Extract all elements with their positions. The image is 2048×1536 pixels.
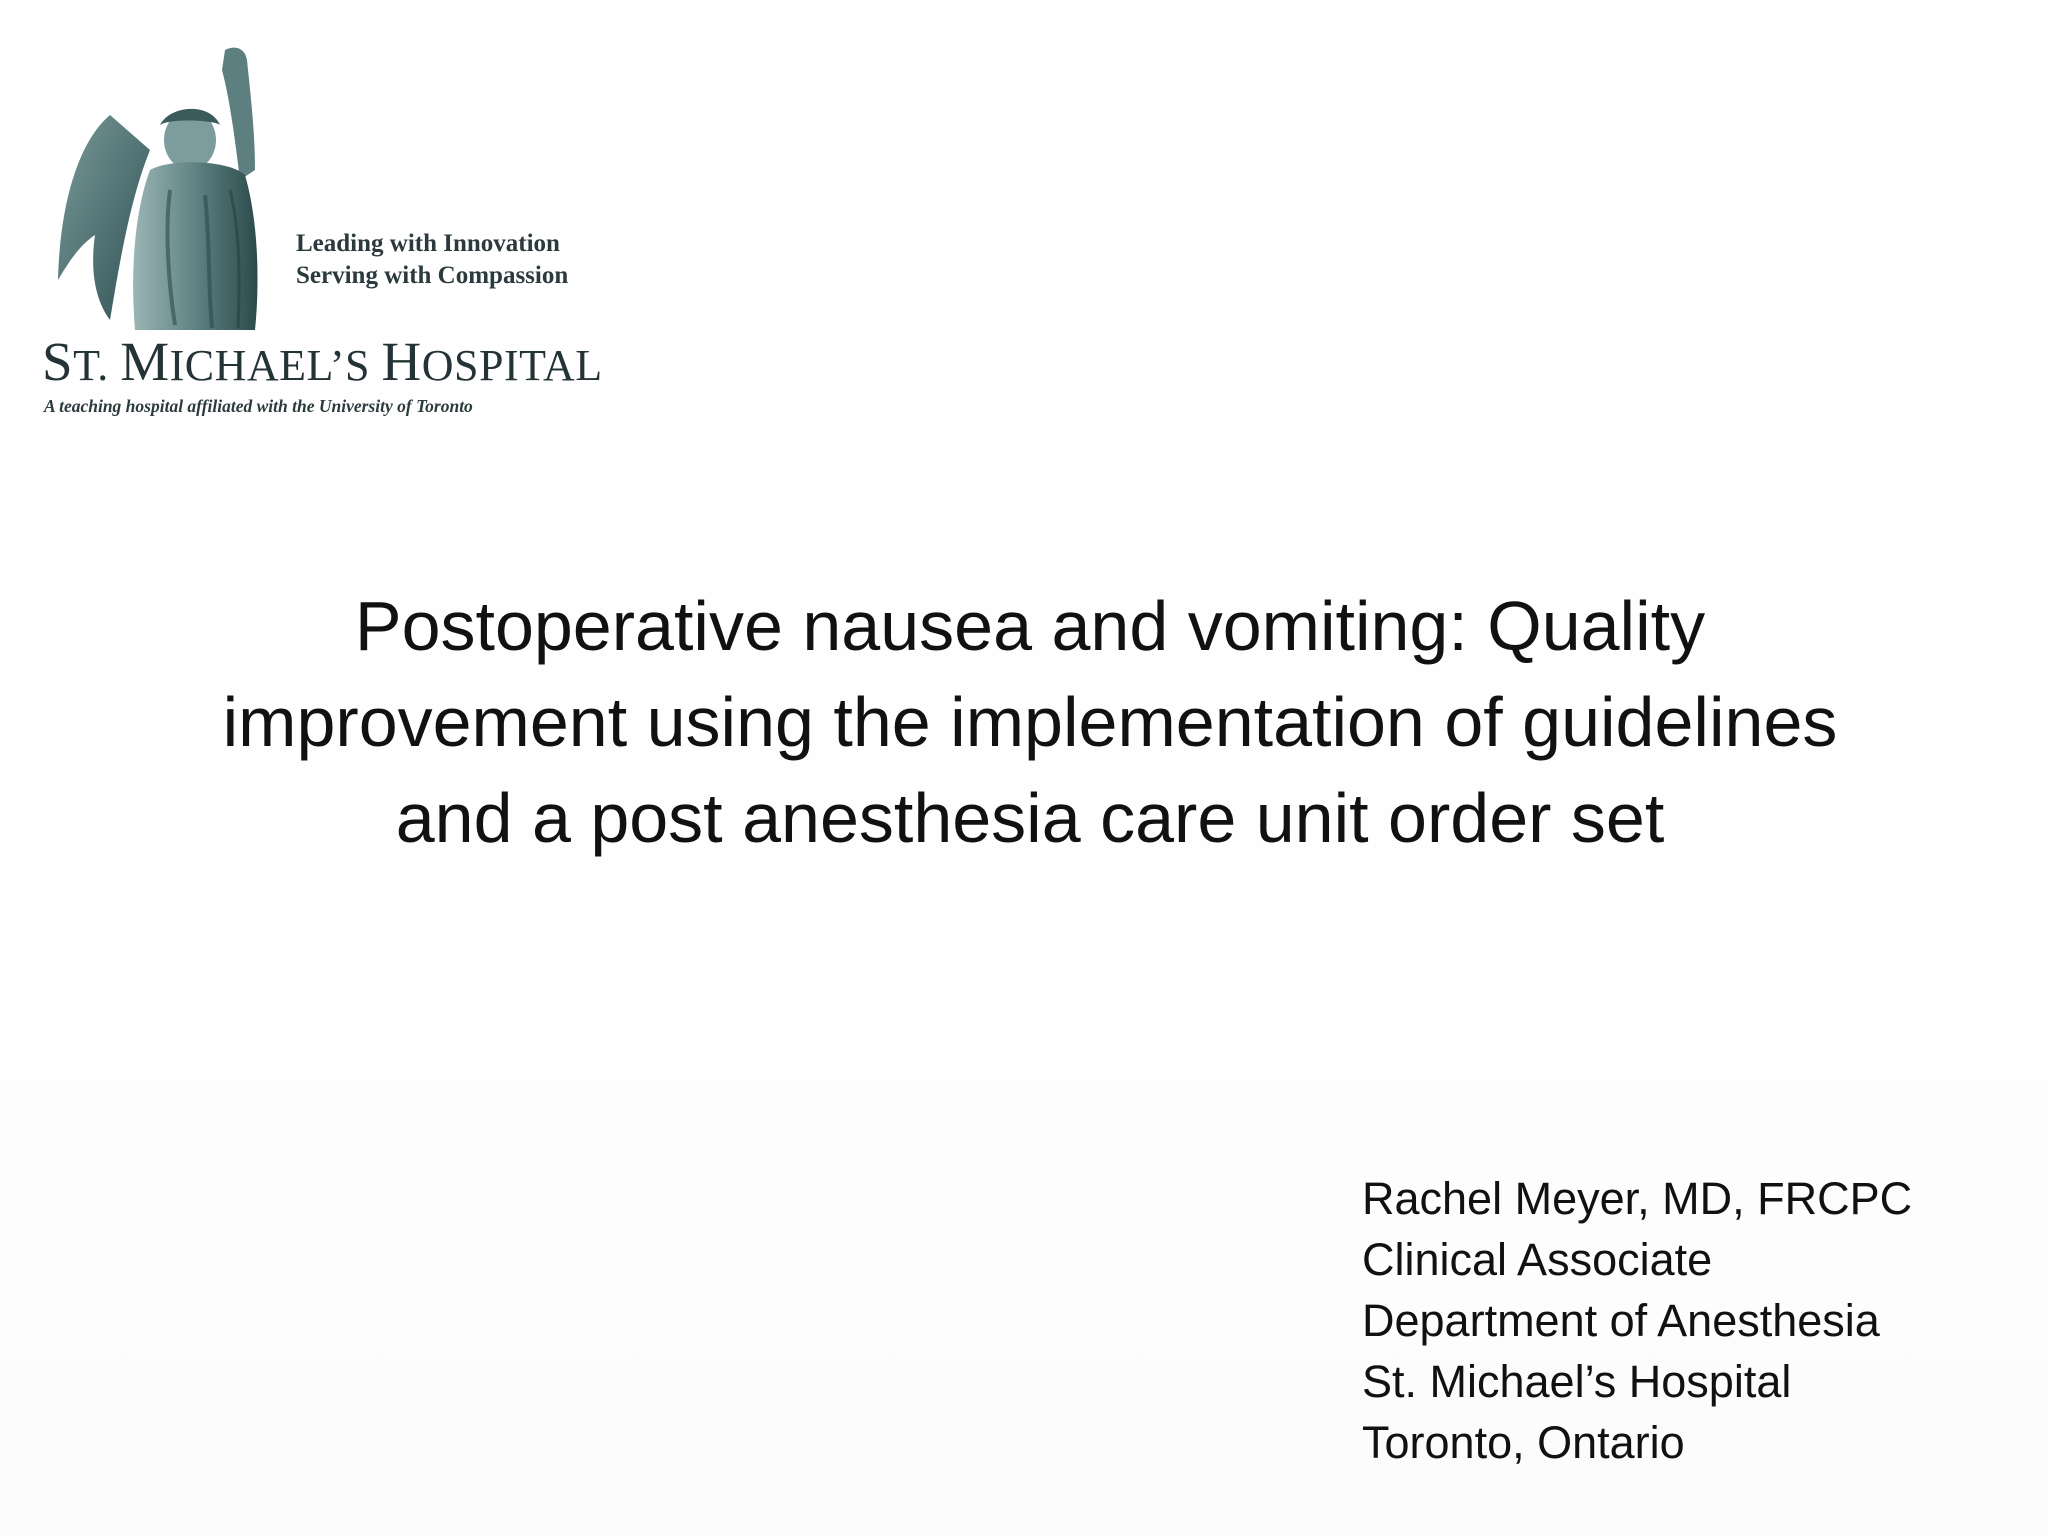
author-position: Clinical Associate	[1362, 1234, 1713, 1285]
logo-tagline-line2: Serving with Compassion	[296, 262, 569, 289]
logo-tagline-line1: Leading with Innovation	[296, 230, 560, 257]
slide-title-line3: and a post anesthesia care unit order set	[395, 779, 1665, 857]
slide-title-line1: Postoperative nausea and vomiting: Quality	[354, 587, 1706, 665]
author-institution: St. Michael’s Hospital	[1362, 1356, 1792, 1407]
logo-subtitle: A teaching hospital affiliated with the University of Toronto	[44, 396, 473, 416]
logo-tagline	[296, 228, 568, 292]
slide-title-line2: improvement using the implementation of guidelines	[222, 683, 1838, 761]
slide-title	[120, 578, 1940, 866]
angel-statue-icon	[40, 30, 340, 350]
hospital-logo	[40, 30, 603, 430]
author-block	[1362, 1168, 1912, 1473]
author-department: Department of Anesthesia	[1362, 1295, 1880, 1346]
logo-hospital-name: ST. MICHAEL’S HOSPITAL	[42, 331, 603, 392]
author-name: Rachel Meyer, MD, FRCPC	[1362, 1173, 1913, 1224]
author-location: Toronto, Ontario	[1362, 1417, 1685, 1468]
